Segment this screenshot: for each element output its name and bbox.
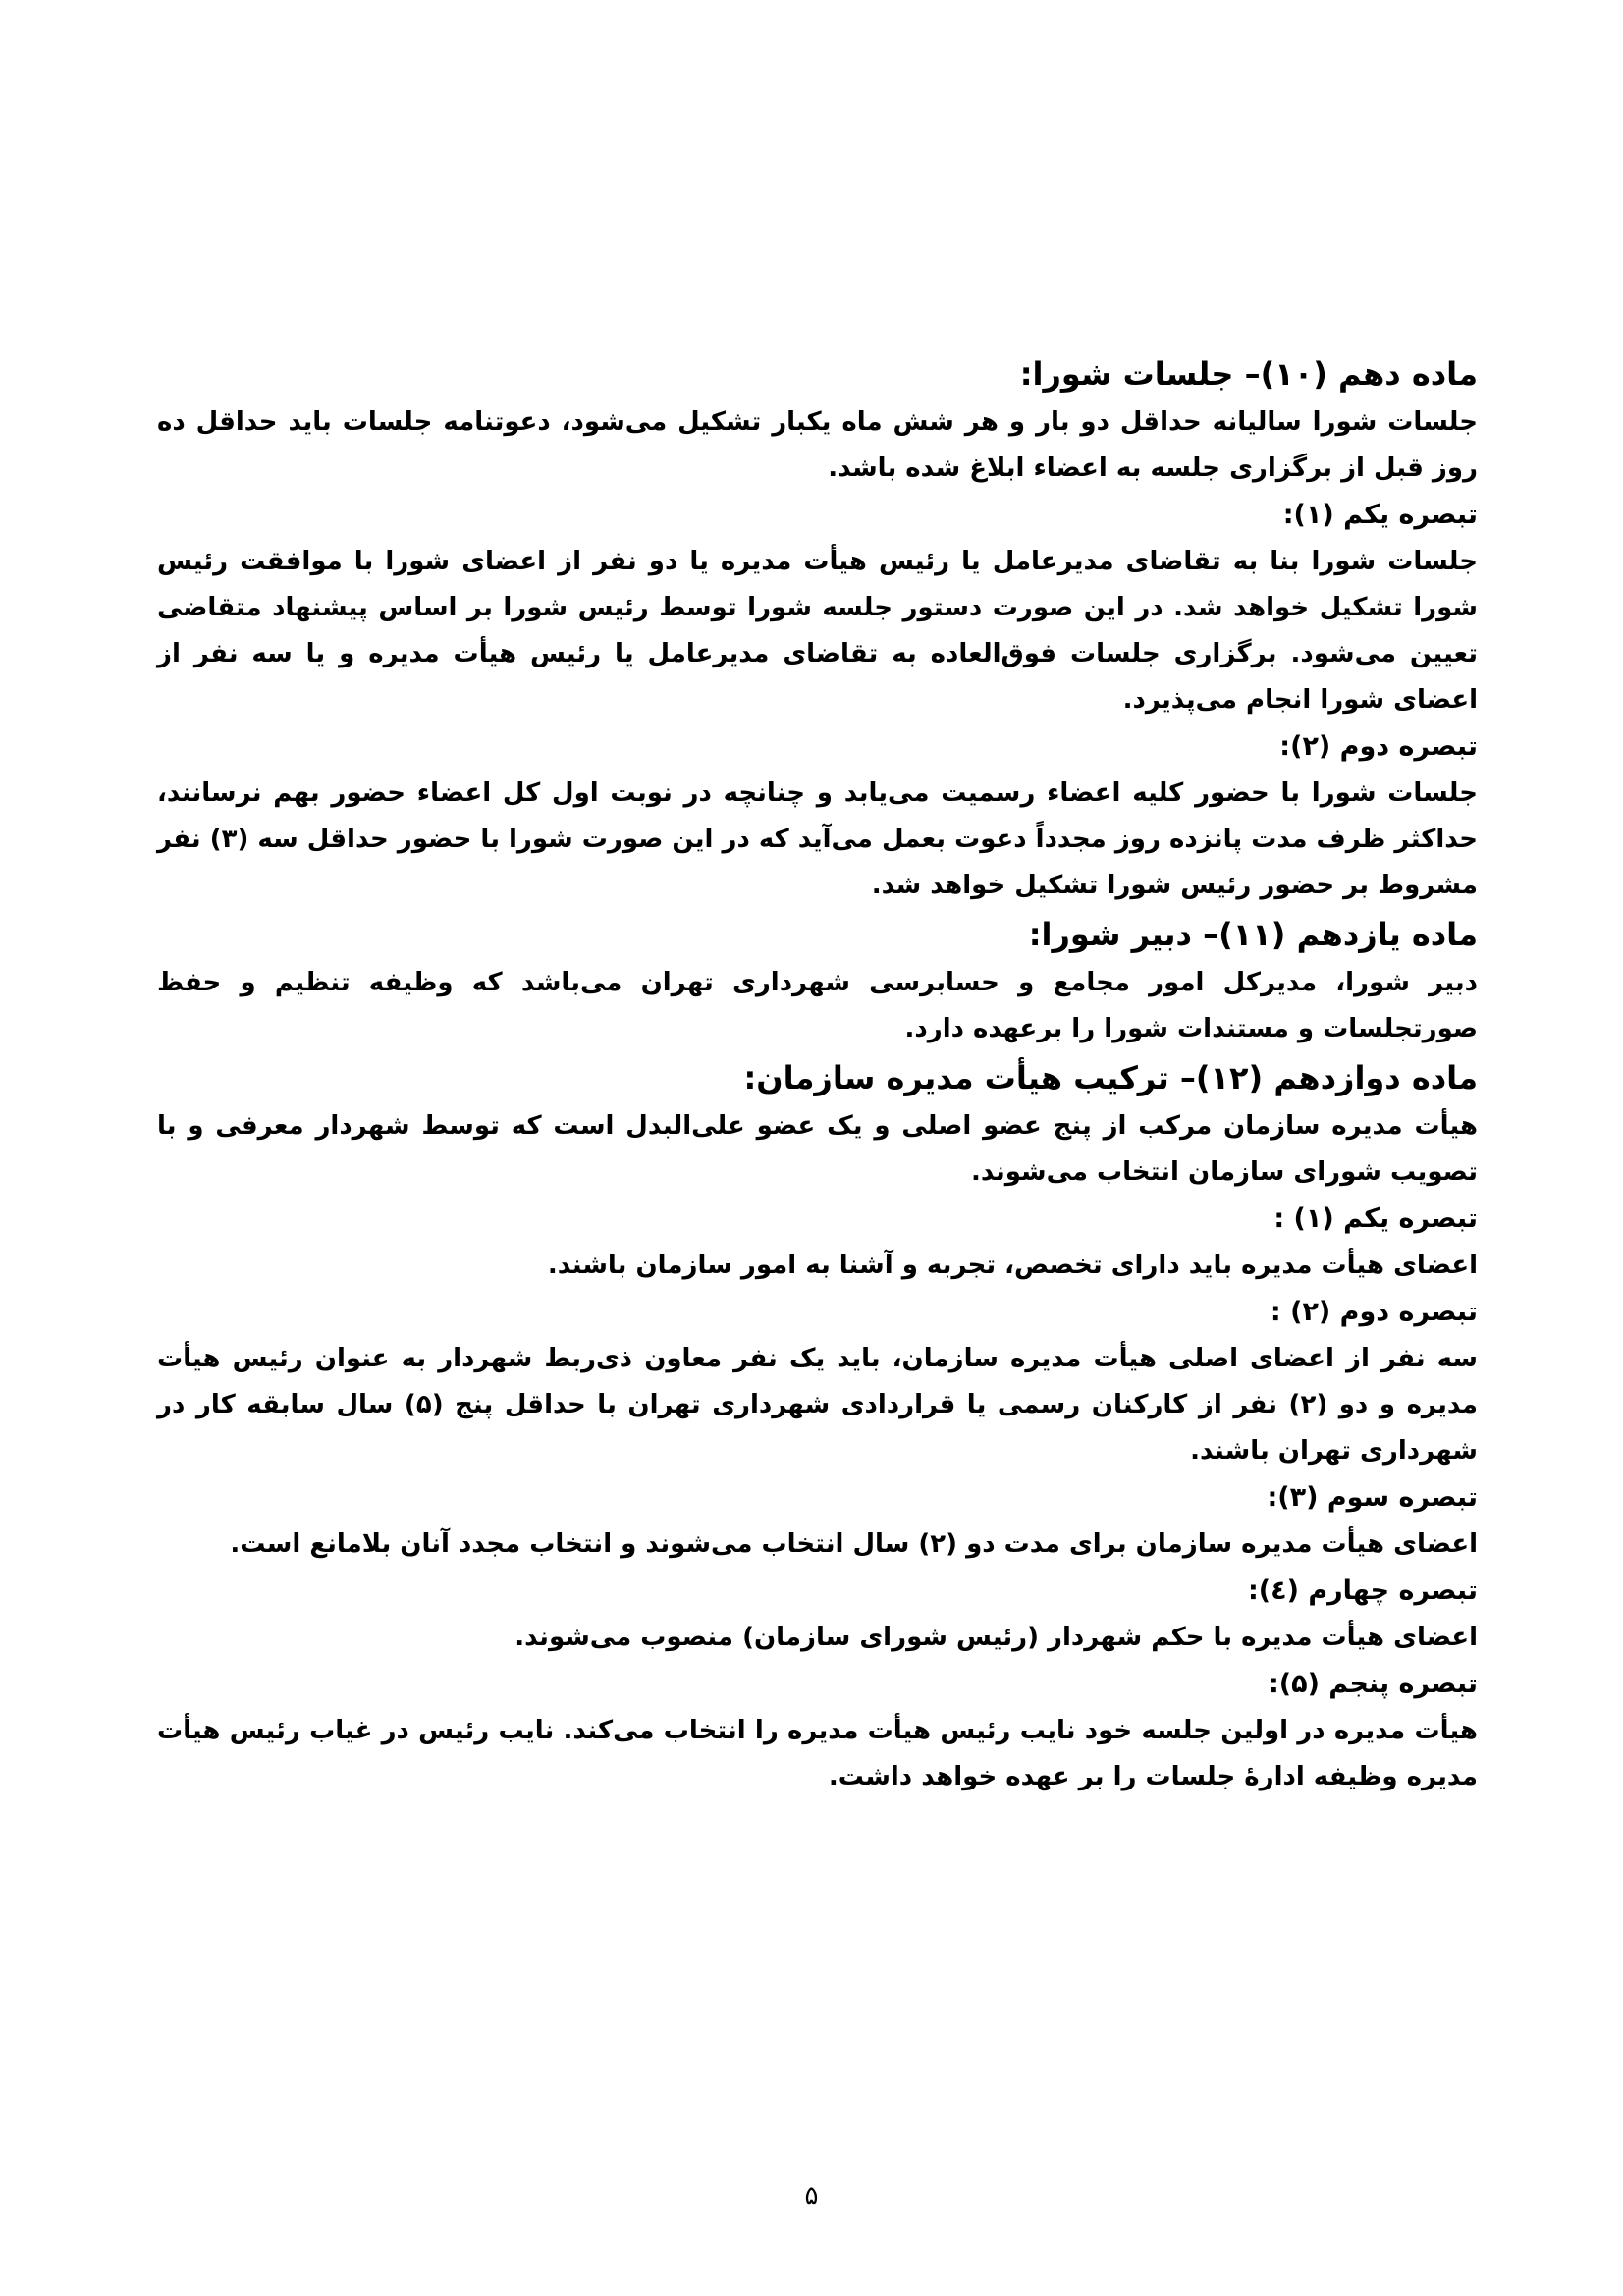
- article-10-heading: ماده دهم (۱۰)– جلسات شورا:: [1019, 355, 1478, 393]
- article-12-note-3-title: تبصره سوم (۳):: [1267, 1482, 1478, 1513]
- article-12-note-1-title: تبصره یکم (۱) :: [1273, 1203, 1478, 1234]
- article-12-note-4-title: تبصره چهارم (٤):: [1247, 1575, 1478, 1606]
- article-12-note-5-title: تبصره پنجم (۵):: [1268, 1669, 1478, 1699]
- article-10-note-2-body: جلسات شورا با حضور کلیه اعضاء رسمیت می‌یابد و چنانچه در نوبت اول کل اعضاء حضور بهم نرسانند، حداکثر ظرف مدت پانزده روز مجدداً دعوت بعمل می‌آید که در این صورت شورا با حضور حداقل سه (۳) نفر مشروط بر حضور رئیس شورا تشکیل خواهد شد.: [157, 778, 1478, 900]
- document-page: [157, 348, 1478, 1800]
- article-12-note-1-body: اعضای هیأت مدیره باید دارای تخصص، تجربه و آشنا به امور سازمان باشند.: [547, 1251, 1478, 1280]
- article-12-note-4-body: اعضای هیأت مدیره با حکم شهردار (رئیس شورای سازمان) منصوب می‌شوند.: [514, 1623, 1478, 1652]
- article-12-body: هیأت مدیره سازمان مرکب از پنج عضو اصلی و یک عضو علی‌البدل است که توسط شهردار معرفی و با تصویب شورای سازمان انتخاب می‌شوند.: [157, 1111, 1478, 1187]
- article-10-body: جلسات شورا سالیانه حداقل دو بار و هر شش ماه یکبار تشکیل می‌شود، دعوتنامه جلسات باید حداقل ده روز قبل از برگزاری جلسه به اعضاء ابلاغ شده باشد.: [157, 407, 1478, 483]
- article-10-note-2-title: تبصره دوم (۲):: [1279, 731, 1478, 762]
- article-11-heading: ماده یازدهم (۱۱)– دبیر شورا:: [1028, 916, 1478, 953]
- article-12-heading: ماده دوازدهم (۱۲)– ترکیب هیأت مدیره سازمان:: [743, 1059, 1478, 1096]
- article-10-note-1-title: تبصره یکم (۱):: [1282, 500, 1478, 530]
- article-12-note-5-body: هیأت مدیره در اولین جلسه خود نایب رئیس هیأت مدیره را انتخاب می‌کند. نایب رئیس در غیاب رئیس هیأت مدیره وظیفه ادارهٔ جلسات را بر عهده خواهد داشت.: [157, 1716, 1478, 1791]
- article-12-note-3-body: اعضای هیأت مدیره سازمان برای مدت دو (۲) سال انتخاب می‌شوند و انتخاب مجدد آنان بلامانع است.: [230, 1529, 1478, 1559]
- article-12-note-2-title: تبصره دوم (۲) :: [1270, 1297, 1478, 1327]
- article-12-note-2-body: سه نفر از اعضای اصلی هیأت مدیره سازمان، باید یک نفر معاون ذی‌ربط شهردار به عنوان رئیس هیأت مدیره و دو (۲) نفر از کارکنان رسمی یا قراردادی شهرداری تهران با حداقل پنج (۵) سال سابقه کار در شهرداری تهران باشند.: [157, 1344, 1478, 1466]
- article-11-body: دبیر شورا، مدیرکل امور مجامع و حسابرسی شهرداری تهران می‌باشد که وظیفه تنظیم و حفظ صورتجلسات و مستندات شورا را برعهده دارد.: [157, 968, 1478, 1043]
- article-10-note-1-body: جلسات شورا بنا به تقاضای مدیرعامل یا رئیس هیأت مدیره یا دو نفر از اعضای شورا با موافقت رئیس شورا تشکیل خواهد شد. در این صورت دستور جلسه شورا توسط رئیس شورا بر اساس پیشنهاد متقاضی تعیین می‌شود. برگزاری جلسات فوق‌العاده به تقاضای مدیرعامل یا رئیس هیأت مدیره و یا سه نفر از اعضای شورا انجام می‌پذیرد.: [157, 547, 1478, 715]
- page-number: ۵: [804, 2181, 819, 2211]
